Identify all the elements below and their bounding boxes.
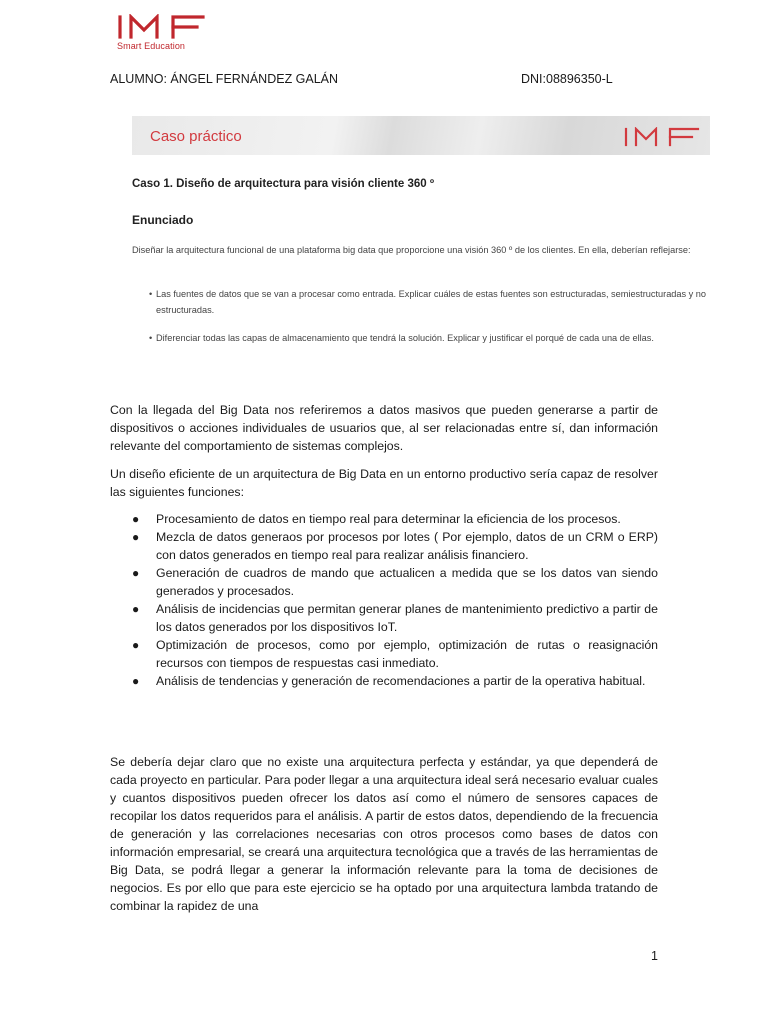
list-item-text: Análisis de tendencias y generación de recomendaciones a partir de la operativa habitual. [156, 674, 646, 688]
list-item-text: Optimización de procesos, como por ejemplo, optimización de rutas o reasignación recursos con tiempos de respuestas casi inmediato. [156, 638, 658, 670]
paragraph-functions: Un diseño eficiente de un arquitectura de Big Data en un entorno productivo sería capaz de resolver las siguientes funciones: [110, 467, 658, 499]
student-name: ALUMNO: ÁNGEL FERNÁNDEZ GALÁN [110, 72, 339, 86]
list-item-text: Procesamiento de datos en tiempo real para determinar la eficiencia de los procesos. [156, 512, 621, 526]
bullet-icon: ● [132, 530, 140, 544]
case-banner-label: Caso práctico [150, 128, 242, 145]
bullet-icon: ● [132, 638, 140, 652]
functions-list [110, 510, 658, 690]
imf-logo-mark [117, 14, 207, 40]
case-intro: Diseñar la arquitectura funcional de una plataforma big data que proporcione una visión 360 º de los clientes. En ella, deberían reflejarse: [132, 245, 691, 255]
case-subtitle: Enunciado [132, 213, 194, 227]
student-dni: DNI:08896350-L [521, 72, 613, 86]
banner-imf-logo [624, 127, 702, 147]
imf-logo [117, 14, 217, 51]
case-item [149, 330, 708, 346]
bullet-icon: ● [132, 566, 140, 580]
list-item [110, 528, 658, 564]
bullet-icon: • [149, 333, 153, 343]
student-header [110, 72, 650, 86]
case-statement-image [132, 116, 710, 372]
list-item [110, 564, 658, 600]
case-item [149, 286, 708, 318]
case-item-text: Las fuentes de datos que se van a procesar como entrada. Explicar cuáles de estas fuentes son estructuradas, semiestructuradas y no estructuradas. [156, 289, 707, 315]
case-banner [132, 116, 710, 155]
bullet-icon: ● [132, 512, 140, 526]
logo-subtitle: Smart Education [117, 41, 186, 51]
paragraph-architecture: Se debería dejar claro que no existe una arquitectura perfecta y estándar, ya que dependerá de cada proyecto en particular. Para poder llegar a una arquitectura ideal será necesario evaluar cuales y cuantos dispositivos pueden ofrecer los datos así como el número de sensores capaces de recopilar los datos requeridos para el análisis. A partir de estos datos, dependiendo de la frecuencia de generación y las correlaciones necesarias con otros procesos como bases de datos con información empresarial, se creará una arquitectura tecnológica que a través de las herramientas de Big Data, se podrá llegar a generar la información relevante para la toma de decisiones de negocios. Es por ello que para este ejercicio se ha optado por una arquitectura lambda tratando de combinar la rapidez de una [110, 755, 658, 913]
list-item-text: Análisis de incidencias que permitan generar planes de mantenimiento predictivo a partir de los datos generados por los dispositivos IoT. [156, 602, 658, 634]
list-item [110, 672, 658, 690]
list-item-text: Generación de cuadros de mando que actualicen a medida que se los datos van siendo generados y procesados. [156, 566, 658, 598]
bullet-icon: ● [132, 602, 140, 616]
case-item-text: Diferenciar todas las capas de almacenamiento que tendrá la solución. Explicar y justificar el porqué de cada una de ellas. [156, 333, 654, 343]
list-item [110, 600, 658, 636]
list-item [110, 636, 658, 672]
list-item [110, 510, 658, 528]
bullet-icon: ● [132, 674, 140, 688]
bullet-icon: • [149, 289, 153, 299]
page-number: 1 [651, 949, 658, 963]
paragraph-intro: Con la llegada del Big Data nos referiremos a datos masivos que pueden generarse a partir de dispositivos o acciones individuales de usuarios que, al ser relacionadas entre sí, dan información relevante del comportamiento de sistemas complejos. [110, 403, 658, 453]
case-title: Caso 1. Diseño de arquitectura para visión cliente 360 º [132, 178, 435, 190]
list-item-text: Mezcla de datos generaos por procesos por lotes ( Por ejemplo, datos de un CRM o ERP) con datos generados en tiempo real para realizar análisis financiero. [156, 530, 658, 562]
